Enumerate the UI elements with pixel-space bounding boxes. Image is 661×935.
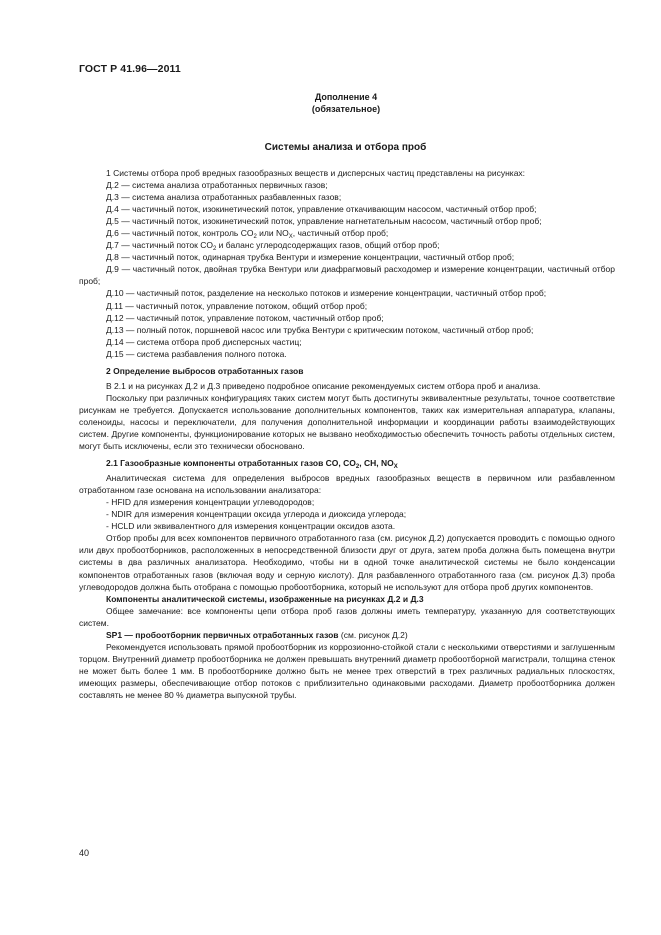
section21-paragraph: Аналитическая система для определения выбросов вредных газообразных веществ в первичном или разбавленном отработанном газе основана на использовании анализатора: xyxy=(79,473,615,496)
figure-item: Д.10 — частичный поток, разделение на несколько потоков и измерение концентрации, частичный отбор проб; xyxy=(106,288,547,299)
figure-item: Д.15 — система разбавления полного потока. xyxy=(106,348,287,359)
figure-item: Д.12 — частичный поток, управление потоком, частичный отбор проб; xyxy=(106,312,384,323)
subscript: 2 xyxy=(212,246,217,253)
analyzer-item: - HFID для измерения концентрации углеводородов; xyxy=(106,497,315,508)
sp1-heading xyxy=(79,629,615,641)
figure-item xyxy=(79,239,615,251)
appendix-note: (обязательное) xyxy=(311,104,381,114)
general-note: Общее замечание: все компоненты цепи отбора проб газов должны иметь температуру, указанную для соответствующих систем. xyxy=(79,605,615,628)
heading-text: , CH, NO xyxy=(359,458,394,469)
components-heading: Компоненты аналитической системы, изображенные на рисунках Д.2 и Д.3 xyxy=(106,593,424,604)
figure-item-text: или NO xyxy=(256,228,289,239)
subscript: 2 xyxy=(253,234,257,241)
figure-item: Д.14 — система отбора проб дисперсных частиц; xyxy=(106,336,302,347)
appendix-block xyxy=(0,91,661,115)
subscript: 2 xyxy=(355,464,360,471)
section21-heading xyxy=(79,457,615,469)
sp1-heading-bold: SP1 — пробоотборник первичных отработанных газов xyxy=(106,629,339,640)
page-title xyxy=(0,142,661,153)
subscript: X xyxy=(288,234,293,241)
figure-item-text: и баланс углеродсодержащих газов, общий отбор проб; xyxy=(216,240,440,251)
document-body xyxy=(79,167,615,701)
figure-item-text: , частичный отбор проб; xyxy=(292,228,389,239)
analyzer-item: - HCLD или эквивалентного для измерения концентрации оксидов азота. xyxy=(106,521,396,532)
standard-header: ГОСТ Р 41.96—2011 xyxy=(79,63,181,75)
figure-item: Д.2 — система анализа отработанных первичных газов; xyxy=(106,180,328,191)
section2-heading: 2 Определение выбросов отработанных газов xyxy=(106,365,304,376)
page-number: 40 xyxy=(79,848,90,858)
section2-paragraph: В 2.1 и на рисунках Д.2 и Д.3 приведено подробное описание рекомендуемых систем отбора проб и анализа. xyxy=(106,380,541,391)
analyzer-item: - NDIR для измерения концентрации оксида углерода и диоксида углерода; xyxy=(106,509,407,520)
heading-text: 2.1 Газообразные компоненты отработанных газов CO, CO xyxy=(106,458,356,469)
figure-item-text: Д.7 — частичный поток CO xyxy=(106,240,213,251)
appendix-label: Дополнение 4 xyxy=(314,92,378,102)
section21-paragraph: Отбор пробы для всех компонентов первичного отработанного газа (см. рисунок Д.2) допускается проводить с помощью одного или двух пробоотборников, расположенных в непосредственной близости друг от друга, затем проба должна быть помещена внутри системы в два различных анализатора. Необходимо, чтобы ни в одной точке аналитической системы не было конденсации компонентов отработанных газов (включая воду и серную кислоту). Для разбавленного отработанного газа (см. рисунок Д.3) проба углеводородов должна быть отобрана с помощью пробоотборника, который не используют для отбора проб других компонентов. xyxy=(79,533,615,592)
figure-item: Д.13 — полный поток, поршневой насос или трубка Вентури с критическим потоком, частичный отбор проб; xyxy=(106,324,534,335)
figure-item xyxy=(79,227,615,239)
figure-item: Д.9 — частичный поток, двойная трубка Вентури или диафрагмовый расходомер и измерение концентрации, частичный отбор проб; xyxy=(79,264,615,287)
sp1-heading-ref: (см. рисунок Д.2) xyxy=(338,629,408,640)
figure-item: Д.4 — частичный поток, изокинетический поток, управление откачивающим насосом, частичный отбор проб; xyxy=(106,204,537,215)
figure-item-text: Д.6 — частичный поток, контроль CO xyxy=(106,228,254,239)
section2-paragraph: Поскольку при различных конфигурациях таких систем могут быть достигнуты эквивалентные результаты, точное соответствие рисункам не требуется. Допускается использование дополнительных компонентов, таких как измерительная аппаратура, клапаны, соленоиды, насосы и переключатели, для получения дополнительной информации и координации работы взаимодействующих систем. Другие компоненты, функционирование которых не вызвано необходимостью обеспечить точность работы отдельных систем, могут быть исключены, если это технически обосновано. xyxy=(79,392,615,452)
page-title-text: Системы анализа и отбора проб xyxy=(264,142,427,153)
figure-item: Д.8 — частичный поток, одинарная трубка Вентури и измерение концентрации, частичный отбор проб; xyxy=(106,252,515,263)
subscript: X xyxy=(393,464,398,471)
sp1-paragraph: Рекомендуется использовать прямой пробоотборник из коррозионно-стойкой стали с несколькими отверстиями и заглушенным торцом. Внутренний диаметр пробоотборника не должен превышать внутренний диаметр пробоотборной магистрали, толщина стенок не может быть более 1 мм. В пробоотборнике должно быть не менее трех отверстий в трех различных радиальных плоскостях, имеющих размеры, обеспечивающие отбор потоков с приблизительно одинаковыми расходами. Диаметр пробоотборника должен составлять не менее 80 % диаметра выпускной трубы. xyxy=(79,641,615,700)
section1-intro: 1 Системы отбора проб вредных газообразных веществ и дисперсных частиц представлены на рисунках: xyxy=(106,168,526,178)
figure-item: Д.3 — система анализа отработанных разбавленных газов; xyxy=(106,192,342,203)
figure-item: Д.11 — частичный поток, управление потоком, общий отбор проб; xyxy=(106,300,368,311)
figure-item: Д.5 — частичный поток, изокинетический поток, управление нагнетательным насосом, частичный отбор проб; xyxy=(106,216,542,227)
